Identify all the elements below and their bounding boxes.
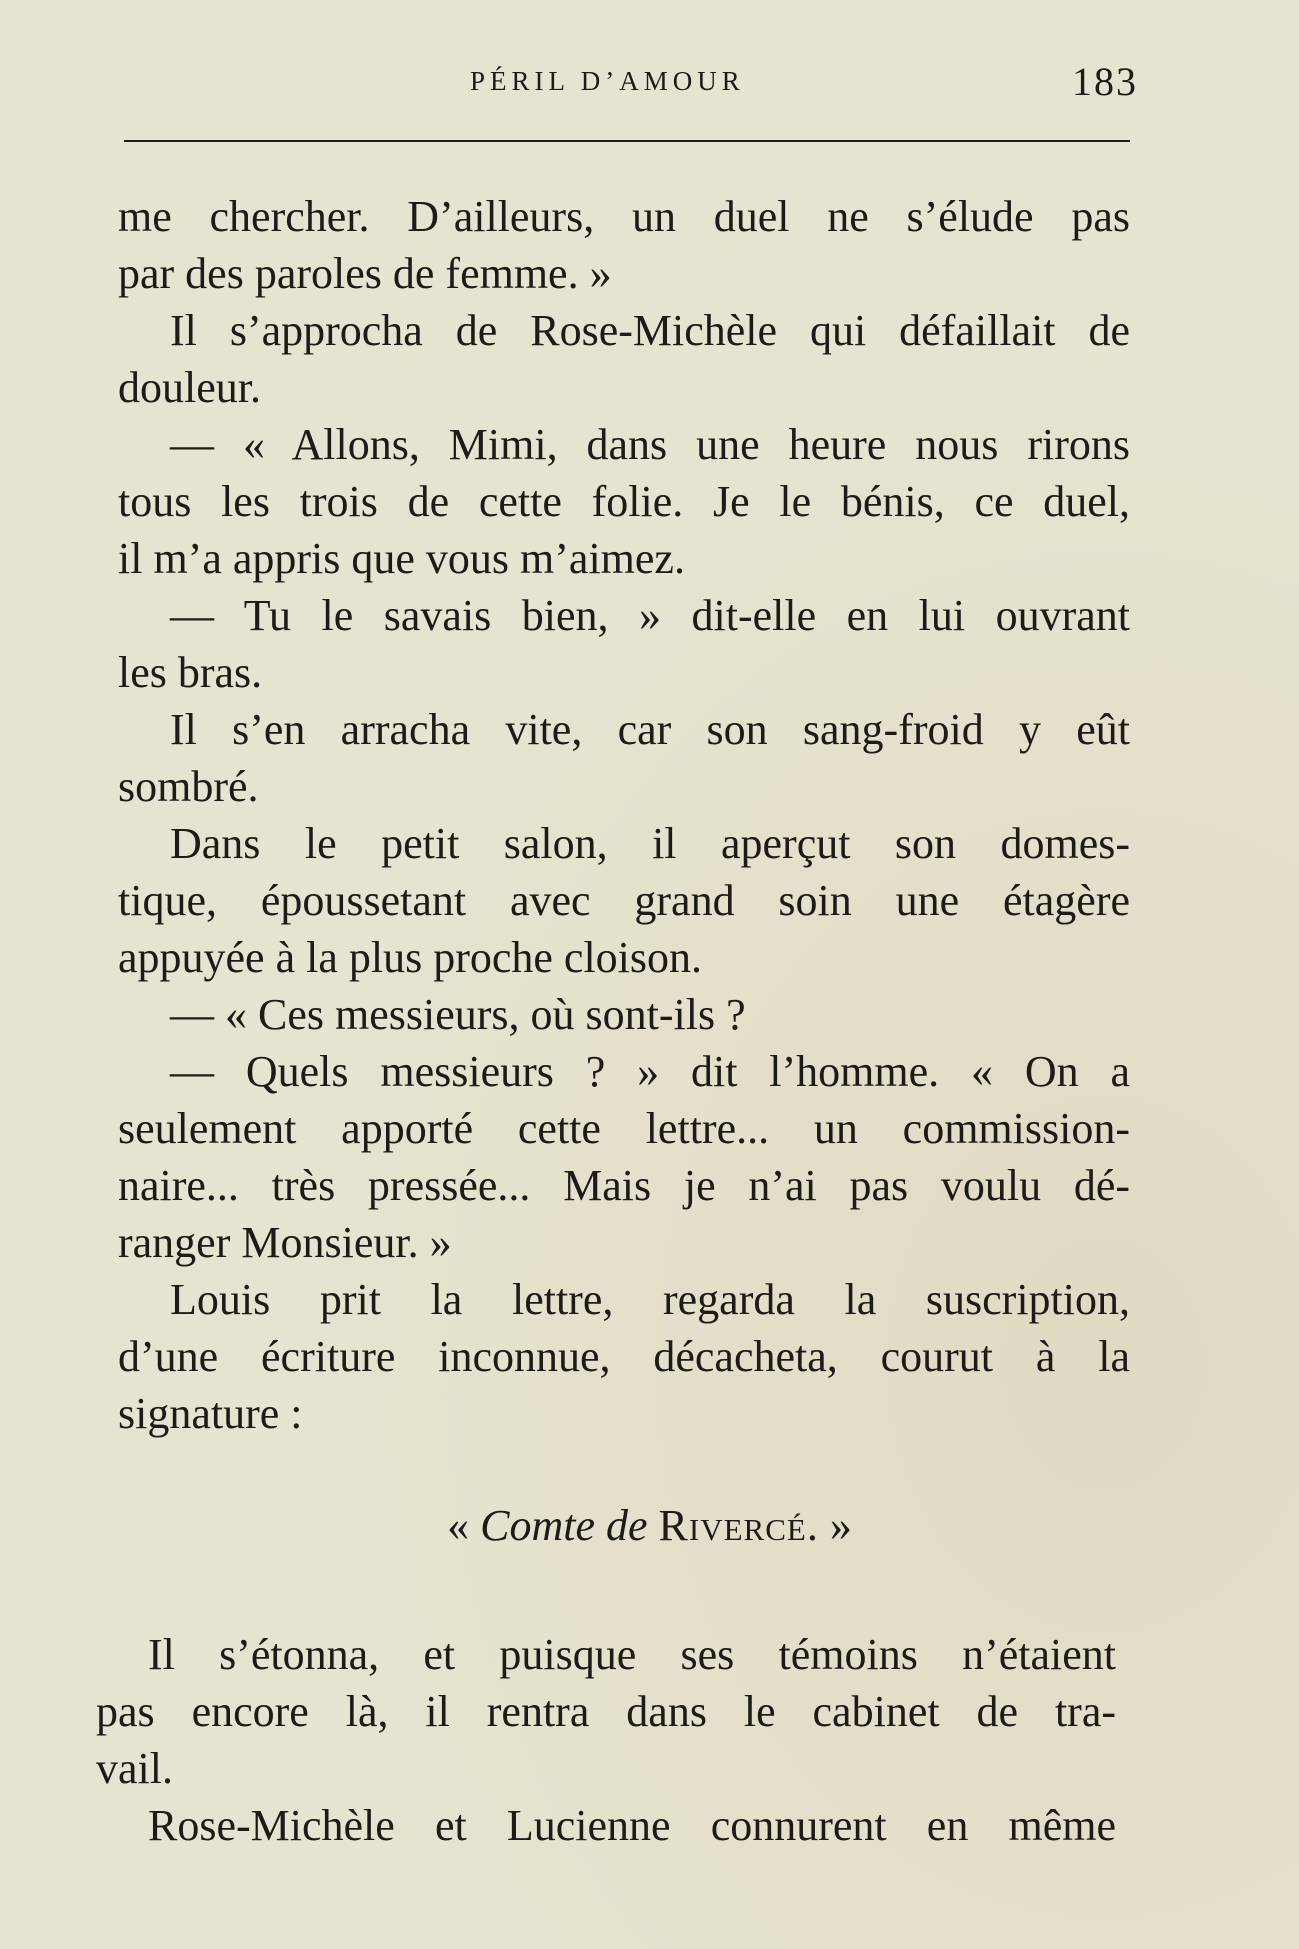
text-line: me chercher. D’ailleurs, un duel ne s’élude pas [118, 192, 1130, 241]
text-line: Il s’en arracha vite, car son sang-froid y eût [170, 705, 1130, 754]
signature-open-quote: « [447, 1501, 481, 1550]
text-line: ranger Monsieur. » [118, 1218, 452, 1267]
text-line: d’une écriture inconnue, décacheta, courut à la [118, 1332, 1130, 1381]
text-line: seulement apporté cette lettre... un commission- [118, 1104, 1130, 1153]
body-text [118, 188, 1130, 1442]
text-line: les bras. [118, 648, 263, 697]
page-number: 183 [1072, 59, 1138, 104]
letter-signature [0, 1500, 1299, 1551]
text-line: vail. [96, 1744, 173, 1793]
text-line: Il s’étonna, et puisque ses témoins n’étaient [148, 1630, 1116, 1679]
header-rule [124, 140, 1130, 142]
running-title: PÉRIL D’AMOUR [470, 66, 745, 96]
text-line: — Tu le savais bien, » dit-elle en lui ouvrant [170, 591, 1130, 640]
signature-name: Rivercé. [658, 1501, 819, 1550]
text-line: signature : [118, 1389, 303, 1438]
text-line: pas encore là, il rentra dans le cabinet de tra- [96, 1687, 1116, 1736]
text-line: — « Ces messieurs, où sont-ils ? [170, 990, 746, 1039]
text-line: il m’a appris que vous m’aimez. [118, 534, 685, 583]
text-line: par des paroles de femme. » [118, 249, 612, 298]
text-line: Dans le petit salon, il aperçut son domes- [170, 819, 1130, 868]
text-line: appuyée à la plus proche cloison. [118, 933, 703, 982]
text-line: tous les trois de cette folie. Je le bénis, ce duel, [118, 477, 1130, 526]
text-line: Louis prit la lettre, regarda la suscription, [170, 1275, 1130, 1324]
text-line: — Quels messieurs ? » dit l’homme. « On a [170, 1047, 1130, 1096]
body-text-continued [96, 1626, 1116, 1854]
text-line: tique, époussetant avec grand soin une étagère [118, 876, 1130, 925]
text-line: Rose-Michèle et Lucienne connurent en même [148, 1801, 1116, 1850]
text-line: Il s’approcha de Rose-Michèle qui défaillait de [170, 306, 1130, 355]
signature-title: Comte de [480, 1501, 648, 1550]
text-line: douleur. [118, 363, 261, 412]
signature-close-quote: » [818, 1501, 852, 1550]
text-line: sombré. [118, 762, 259, 811]
text-line: — « Allons, Mimi, dans une heure nous rirons [170, 420, 1130, 469]
text-line: naire... très pressée... Mais je n’ai pas voulu dé- [118, 1161, 1130, 1210]
